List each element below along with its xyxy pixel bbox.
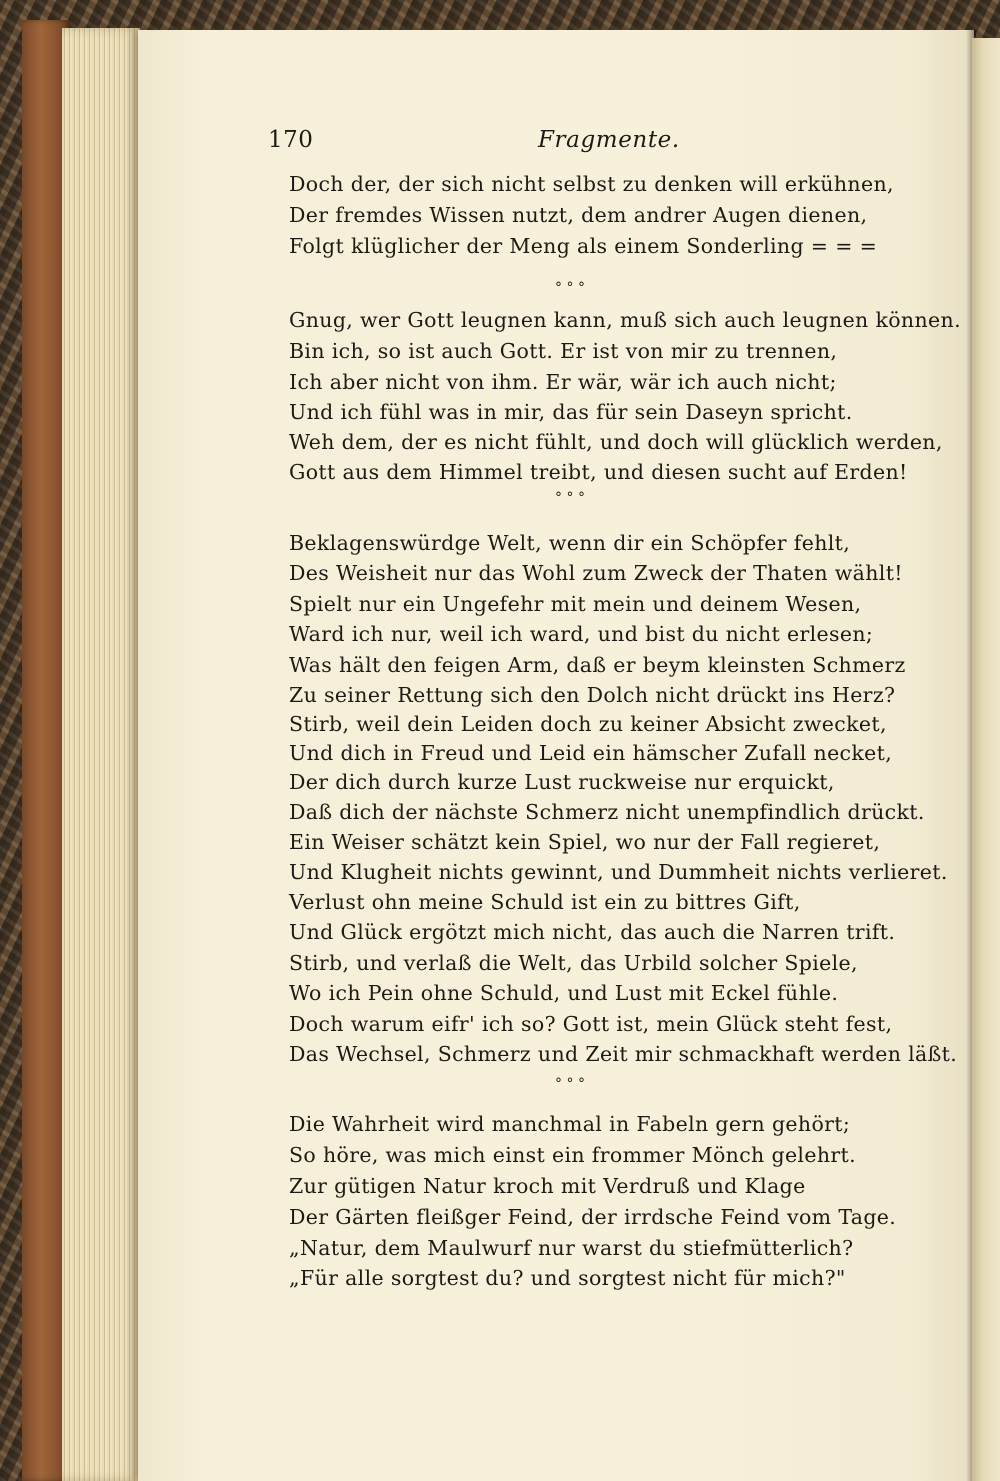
poem-line: Und Klugheit nichts gewinnt, und Dummheit nichts verlieret. [289,860,948,884]
poem-line: Daß dich der nächste Schmerz nicht unempfindlich drückt. [289,800,925,824]
poem-line: Der Gärten fleißger Feind, der irrdsche Feind vom Tage. [289,1205,897,1229]
poem-line: Doch der, der sich nicht selbst zu denken will erkühnen, [289,172,894,196]
poem-line: Folgt klüglicher der Meng als einem Sonderling = = = [289,234,878,258]
poem-line: Und dich in Freud und Leid ein hämscher Zufall necket, [289,741,893,765]
poem-line: Der dich durch kurze Lust ruckweise nur erquickt, [289,770,835,794]
poem-line: Und Glück ergötzt mich nicht, das auch die Narren trift. [289,920,896,944]
poem-line: Wo ich Pein ohne Schuld, und Lust mit Eckel fühle. [289,981,839,1005]
page-number: 170 [268,127,314,153]
poem-line: Spielt nur ein Ungefehr mit mein und deinem Wesen, [289,592,862,616]
section-separator: ° ° ° [555,1076,585,1092]
poem-line: Ward ich nur, weil ich ward, und bist du nicht erlesen; [289,622,874,646]
poem-line: Zur gütigen Natur kroch mit Verdruß und Klage [289,1174,806,1198]
poem-line: Gnug, wer Gott leugnen kann, muß sich auch leugnen können. [289,308,961,332]
poem-line: Gott aus dem Himmel treibt, und diesen sucht auf Erden! [289,460,908,484]
poem-line: Weh dem, der es nicht fühlt, und doch will glücklich werden, [289,430,943,454]
facing-page [972,38,1000,1481]
poem-line: Verlust ohn meine Schuld ist ein zu bittres Gift, [289,890,801,914]
poem-line: Doch warum eifr' ich so? Gott ist, mein Glück steht fest, [289,1012,893,1036]
poem-line: Das Wechsel, Schmerz und Zeit mir schmackhaft werden läßt. [289,1042,958,1066]
poem-line: Zu seiner Rettung sich den Dolch nicht drückt ins Herz? [289,683,896,707]
poem-line: „Für alle sorgtest du? und sorgtest nicht für mich?" [289,1266,846,1290]
section-separator: ° ° ° [555,280,585,296]
poem-line: Ein Weiser schätzt kein Spiel, wo nur der Fall regieret, [289,830,881,854]
poem-line: Ich aber nicht von ihm. Er wär, wär ich auch nicht; [289,370,837,394]
running-head: Fragmente. [538,127,680,153]
poem-line: Die Wahrheit wird manchmal in Fabeln gern gehört; [289,1112,851,1136]
section-separator: ° ° ° [555,490,585,506]
poem-line: Des Weisheit nur das Wohl zum Zweck der Thaten wählt! [289,561,903,585]
poem-line: Was hält den feigen Arm, daß er beym kleinsten Schmerz [289,653,906,677]
page-edges [62,28,140,1481]
poem-line: Stirb, und verlaß die Welt, das Urbild solcher Spiele, [289,951,858,975]
poem-line: So höre, was mich einst ein frommer Mönch gelehrt. [289,1143,856,1167]
poem-line: „Natur, dem Maulwurf nur warst du stiefmütterlich? [289,1236,854,1260]
poem-line: Der fremdes Wissen nutzt, dem andrer Augen dienen, [289,203,868,227]
poem-line: Beklagenswürdge Welt, wenn dir ein Schöpfer fehlt, [289,531,851,555]
poem-line: Und ich fühl was in mir, das für sein Daseyn spricht. [289,400,853,424]
poem-line: Bin ich, so ist auch Gott. Er ist von mir zu trennen, [289,339,838,363]
poem-line: Stirb, weil dein Leiden doch zu keiner Absicht zwecket, [289,712,887,736]
